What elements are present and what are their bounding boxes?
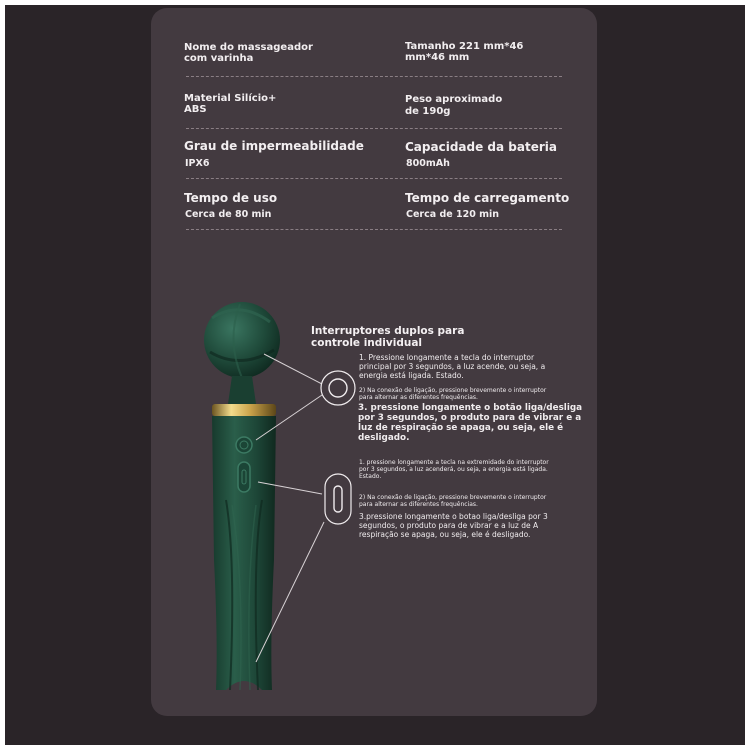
spec-use-time-value: Cerca de 80 min bbox=[185, 209, 272, 220]
wand-head bbox=[204, 302, 280, 378]
spec-battery-label: Capacidade da bateria bbox=[405, 140, 557, 154]
spec-weight-label: Peso aproximado bbox=[405, 94, 503, 105]
round-button-step-1: 1. Pressione longamente a tecla do interruptor principal por 3 segundos, a luz acende, ou seja, a energia está ligada. Estado. bbox=[359, 353, 546, 380]
round-button-step-2: 2) Na conexão de ligação, pressione brevemente o interruptor para alternar as diferentes frequências. bbox=[359, 387, 547, 401]
wand-neck bbox=[228, 376, 256, 404]
oval-button-step-3: 3.pressione longamente o botao liga/desliga por 3 segundos, o produto para de vibrar e a luz de A respiração se apaga, ou seja, ele é desligado. bbox=[359, 512, 548, 539]
spec-weight-value: de 190g bbox=[405, 106, 451, 117]
oval-button-step-1: 1. pressione longamente a tecla na extremidade do interruptor por 3 segundos, a luz acenderá, ou seja, a energia está ligada. Estado. bbox=[359, 459, 549, 480]
wand-round-button[interactable] bbox=[236, 437, 252, 453]
mode-button-icon bbox=[325, 474, 351, 524]
spec-name-label: Nome do massageador com varinha bbox=[184, 42, 313, 64]
wand-handle bbox=[212, 416, 276, 690]
spec-battery-value: 800mAh bbox=[406, 158, 450, 169]
power-button-icon bbox=[321, 371, 355, 405]
spec-size-label: Tamanho 221 mm*46 mm*46 mm bbox=[405, 41, 524, 63]
spec-use-time-label: Tempo de uso bbox=[184, 191, 278, 205]
oval-button-step-2: 2) Na conexão de ligação, pressione brevemente o interruptor para alternar as diferentes frequências. bbox=[359, 494, 547, 508]
spec-waterproof-value: IPX6 bbox=[185, 158, 210, 169]
callout-line bbox=[264, 354, 322, 384]
spec-charge-time-value: Cerca de 120 min bbox=[406, 209, 500, 220]
spec-waterproof-label: Grau de impermeabilidade bbox=[184, 139, 364, 153]
gold-ring bbox=[212, 404, 276, 416]
round-button-step-3: 3. pressione longamente o botão liga/desliga por 3 segundos, o produto para de vibrar e a luz de respiração se apaga, ou seja, ele é desligado. bbox=[358, 403, 583, 443]
spec-charge-time-label: Tempo de carregamento bbox=[405, 191, 570, 205]
wand-oval-button[interactable] bbox=[238, 462, 250, 492]
spec-material-label: Material Silício+ ABS bbox=[184, 93, 277, 115]
switches-title: Interruptores duplos para controle individual bbox=[311, 325, 465, 349]
